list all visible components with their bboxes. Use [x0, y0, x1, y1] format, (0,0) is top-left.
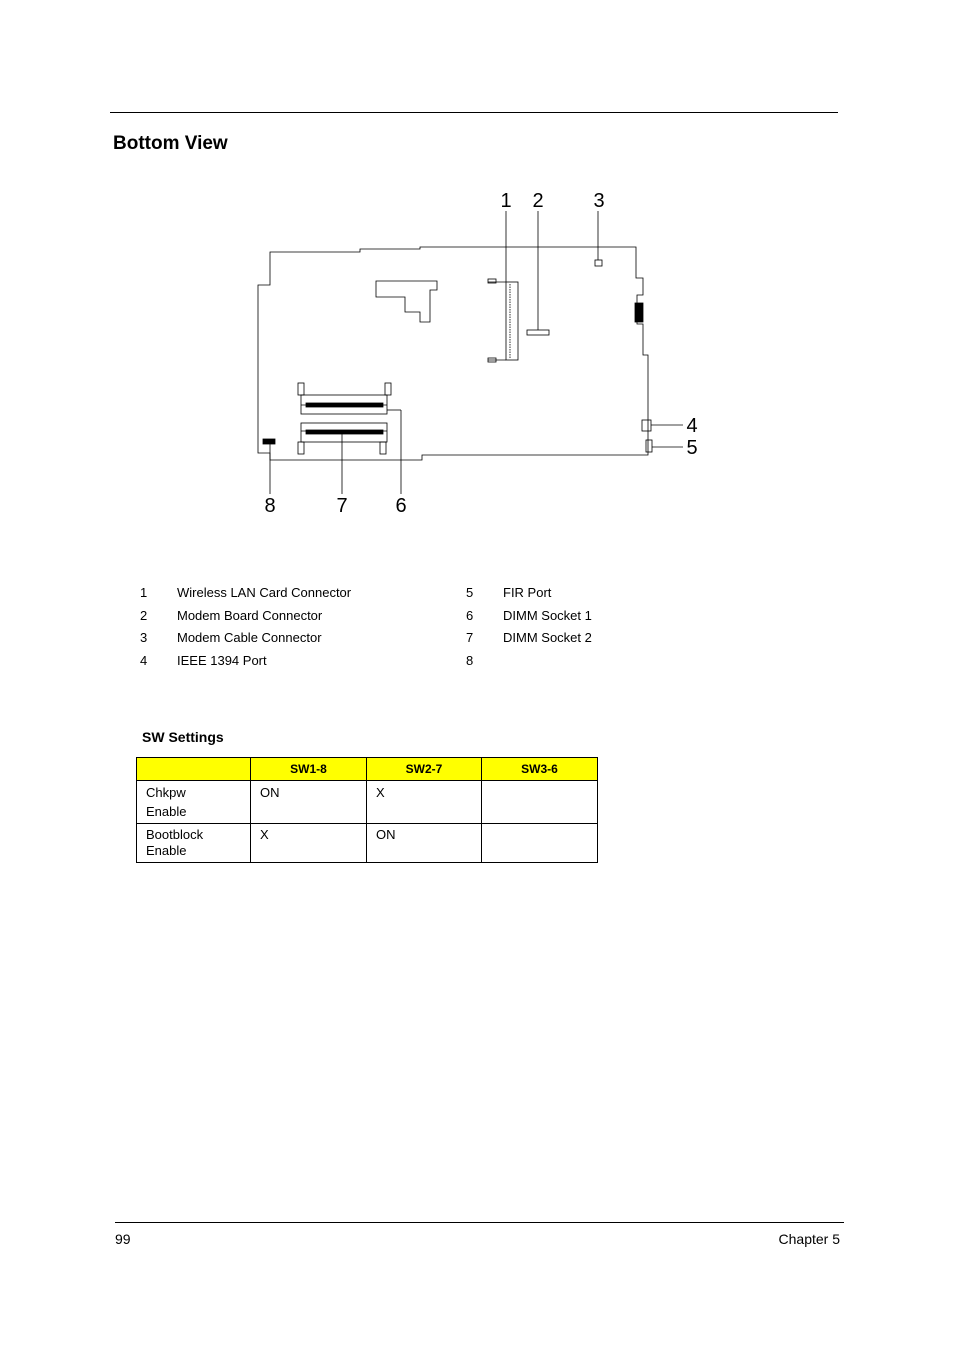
sw-settings-table — [136, 757, 598, 863]
callout-2: 2 — [532, 190, 544, 212]
table-cell: X — [367, 781, 482, 824]
legend-label: Modem Board Connector — [177, 608, 323, 623]
ieee1394-port — [642, 420, 651, 431]
table-row — [137, 824, 598, 863]
page-number: 99 — [115, 1231, 131, 1247]
wlan-connector — [488, 279, 518, 362]
row-label-line: Enable — [146, 843, 187, 858]
callout-4: 4 — [686, 415, 698, 437]
legend-number: 8 — [466, 653, 474, 668]
legend-label: IEEE 1394 Port — [177, 653, 267, 668]
legend-number: 1 — [140, 585, 148, 600]
modem-cable-connector — [595, 260, 602, 266]
table-header-cell: SW1-8 — [251, 758, 367, 781]
legend-number: 3 — [140, 630, 148, 645]
table-row — [137, 781, 598, 824]
chip-outline — [376, 281, 437, 322]
legend-label: DIMM Socket 1 — [503, 608, 592, 623]
table-header-cell — [137, 758, 251, 781]
row-label-line: Enable — [146, 804, 187, 819]
section-title: Bottom View — [113, 133, 228, 154]
legend-number: 6 — [466, 608, 474, 623]
callout-6: 6 — [395, 495, 407, 517]
dimm-socket-1 — [298, 383, 391, 414]
dimm-socket-2 — [298, 423, 387, 454]
callout-1: 1 — [500, 190, 512, 212]
bottom-rule — [115, 1222, 844, 1223]
table-header-cell: SW2-7 — [367, 758, 482, 781]
table-header-cell: SW3-6 — [482, 758, 598, 781]
side-connector — [635, 303, 643, 322]
legend-label: DIMM Socket 2 — [503, 630, 592, 645]
row-label-line: Chkpw — [146, 785, 186, 800]
legend-number: 4 — [140, 653, 148, 668]
callout-5: 5 — [686, 437, 698, 459]
legend-number: 7 — [466, 630, 474, 645]
legend-number: 2 — [140, 608, 148, 623]
row-label-line: Bootblock — [146, 827, 204, 842]
chapter-label: Chapter 5 — [778, 1231, 840, 1247]
callout-3: 3 — [593, 190, 605, 212]
motherboard-bottom-view-diagram — [0, 0, 954, 540]
sw-settings-title: SW Settings — [142, 729, 224, 745]
callout-7: 7 — [336, 495, 348, 517]
table-cell — [482, 824, 598, 863]
table-cell: ON — [367, 824, 482, 863]
table-cell — [482, 781, 598, 824]
table-row-label — [137, 781, 251, 824]
modem-board-connector — [527, 330, 549, 335]
legend-number: 5 — [466, 585, 474, 600]
table-row-label — [137, 824, 251, 863]
legend-label: Modem Cable Connector — [177, 630, 322, 645]
callout-8: 8 — [264, 495, 276, 517]
board-outline — [258, 247, 648, 460]
table-cell: ON — [251, 781, 367, 824]
table-header-row — [137, 758, 598, 781]
fir-port — [646, 440, 652, 452]
item-8-part — [263, 439, 275, 444]
table-cell: X — [251, 824, 367, 863]
legend-label: Wireless LAN Card Connector — [177, 585, 352, 600]
legend-label: FIR Port — [503, 585, 552, 600]
